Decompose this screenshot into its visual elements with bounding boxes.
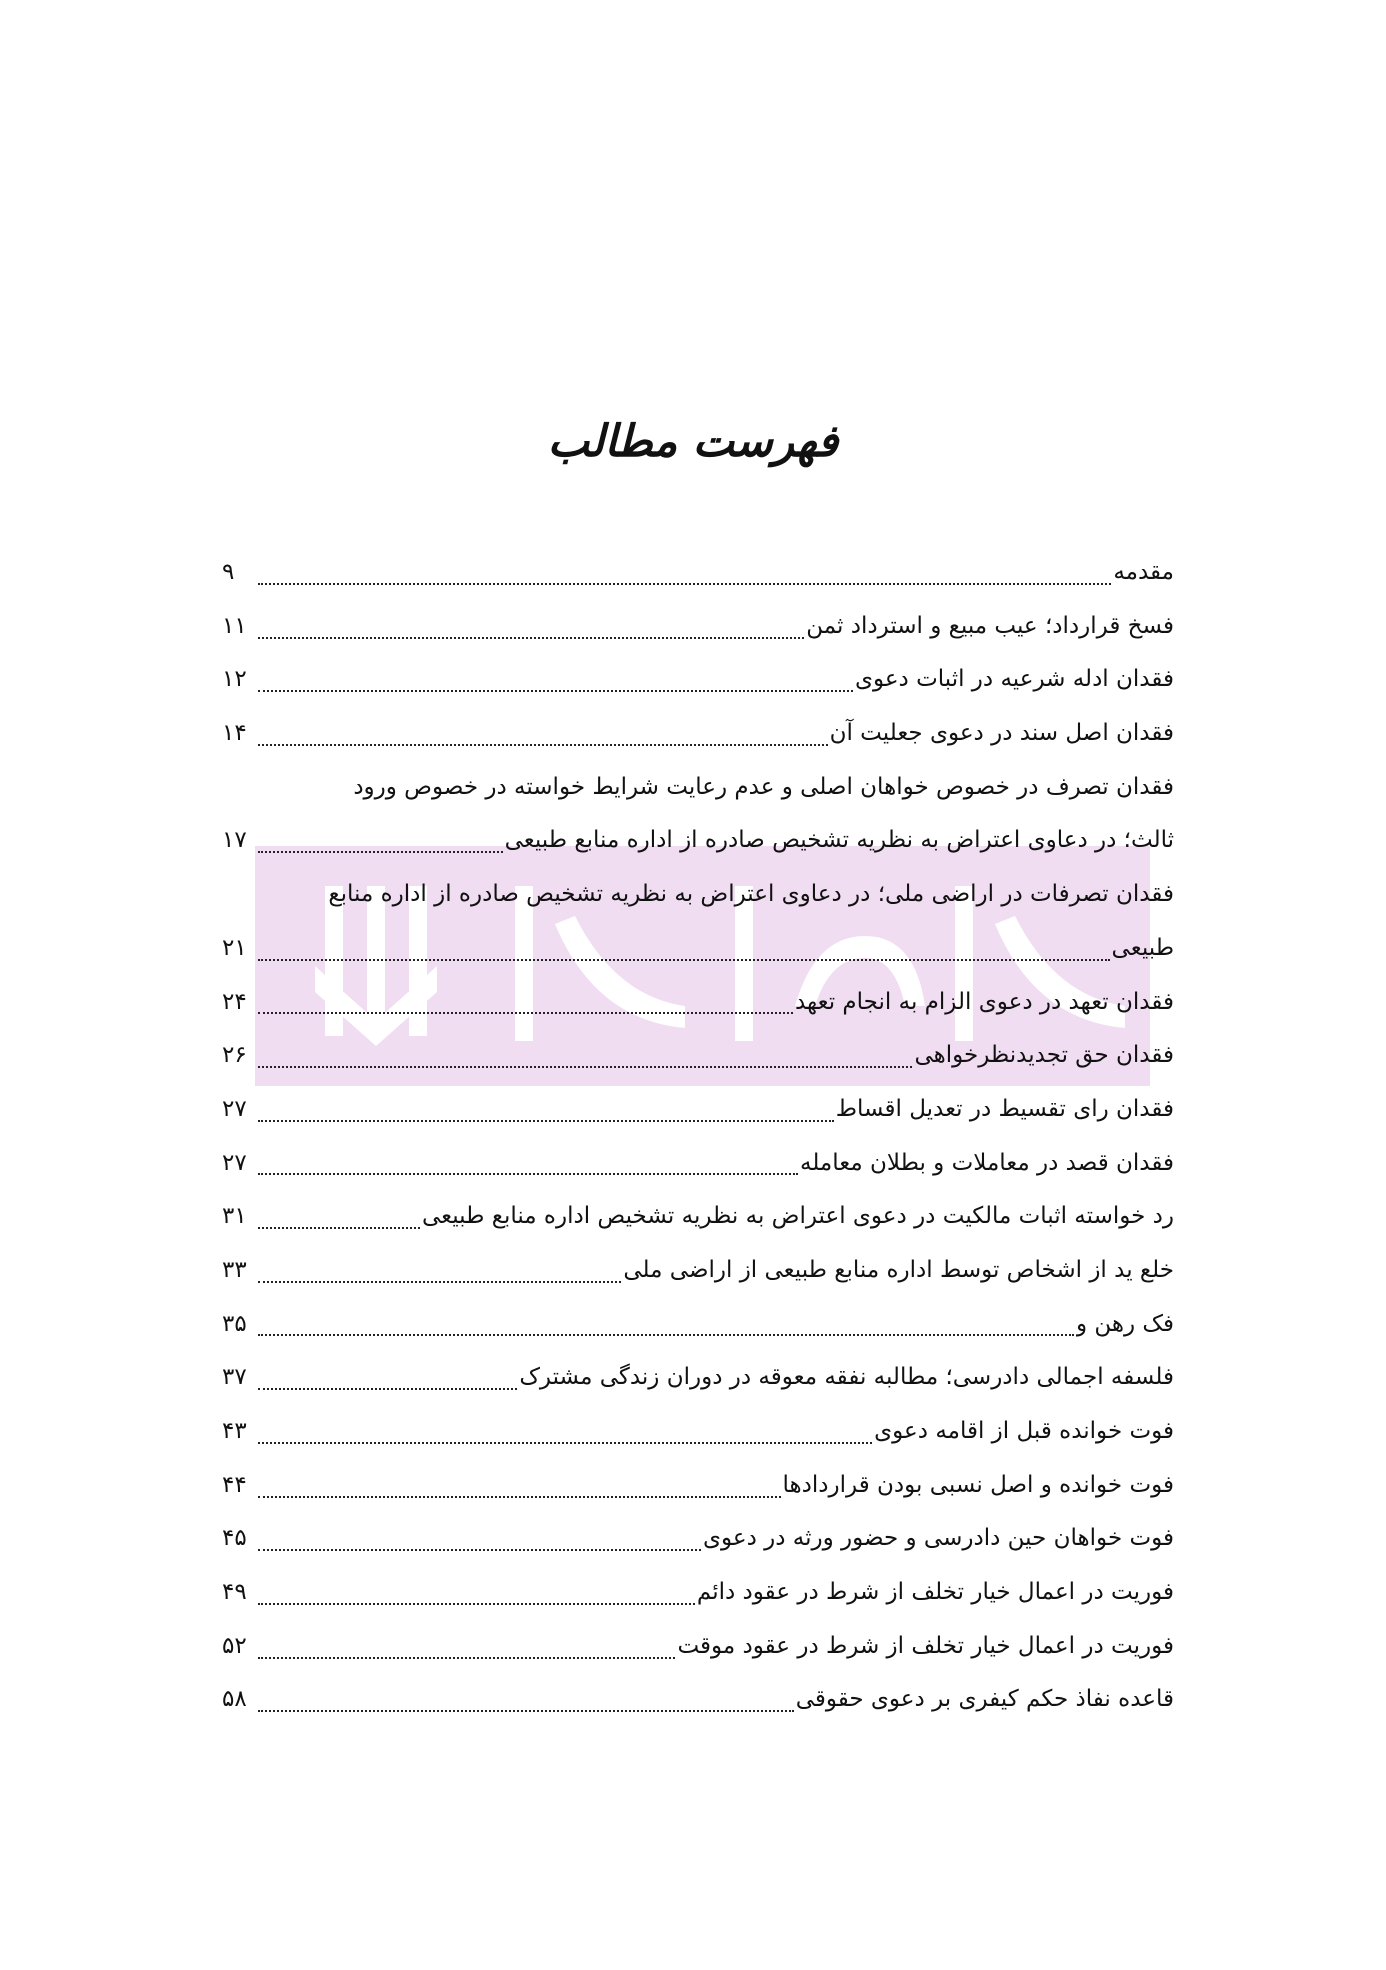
- toc-entry-title: فقدان قصد در معاملات و بطلان معامله: [799, 1149, 1174, 1176]
- dot-leader: [258, 959, 1110, 961]
- toc-entry-title: فوت خوانده قبل از اقامه دعوی: [874, 1418, 1174, 1444]
- toc-entry[interactable]: [222, 1083, 1174, 1137]
- toc-entry[interactable]: [222, 1244, 1174, 1298]
- toc-entry[interactable]: [222, 1405, 1174, 1459]
- toc-entry-page-number: ۲۷: [222, 1149, 247, 1176]
- toc-entry-page-number: ۴۹: [222, 1579, 247, 1606]
- toc-entry-page-number: ۳۱: [222, 1203, 247, 1230]
- toc-entry-title: فلسفه اجمالی دادرسی؛ مطالبه نفقه معوقه در دوران زندگی مشترک: [519, 1364, 1174, 1391]
- toc-entry[interactable]: [222, 1512, 1174, 1566]
- dot-leader: [258, 851, 503, 853]
- toc-entry-title: خلع ید از اشخاص توسط اداره منابع طبیعی از اراضی ملی: [623, 1256, 1174, 1283]
- toc-entry-page-number: ۵۲: [222, 1632, 247, 1659]
- toc-entry-title: فک رهن و: [1075, 1310, 1174, 1337]
- toc-entry[interactable]: [222, 1673, 1174, 1727]
- dot-leader: [258, 1442, 872, 1444]
- toc-entry[interactable]: [222, 1566, 1174, 1620]
- toc-entry[interactable]: [222, 868, 1174, 922]
- toc-entry-page-number: ۵۸: [222, 1686, 247, 1713]
- toc-entry[interactable]: [222, 761, 1174, 815]
- toc-entry-page-number: ۴۴: [222, 1471, 247, 1498]
- toc-entry-page-number: ۹: [222, 559, 235, 585]
- toc-entry-page-number: ۲۶: [222, 1042, 247, 1069]
- toc-entry-page-number: ۱۷: [222, 827, 247, 854]
- toc-entry-page-number: ۲۷: [222, 1095, 247, 1122]
- toc-entry-page-number: ۲۱: [222, 934, 247, 961]
- toc-entry-page-number: ۱۱: [222, 612, 247, 639]
- toc-entry[interactable]: [222, 1298, 1174, 1352]
- toc-entry-title: فقدان ادله شرعیه در اثبات دعوی: [854, 666, 1174, 693]
- toc-entry-page-number: ۳۵: [222, 1310, 247, 1337]
- toc-entry-title: فقدان تصرفات در اراضی ملی؛ در دعاوی اعتراض به نظریه تشخیص صادره از اداره منابع: [328, 881, 1174, 908]
- dot-leader: [258, 1281, 621, 1283]
- dot-leader: [258, 1066, 912, 1068]
- toc-entry[interactable]: [222, 546, 1174, 600]
- toc-entry-title: فوت خوانده و اصل نسبی بودن قراردادها: [782, 1471, 1174, 1498]
- toc-entry-title: فقدان تصرف در خصوص خواهان اصلی و عدم رعایت شرایط خواسته در خصوص ورود: [353, 773, 1174, 800]
- toc-entry-title: فوریت در اعمال خیار تخلف از شرط در عقود دائم: [696, 1579, 1174, 1606]
- dot-leader: [258, 1710, 794, 1712]
- toc-entry-page-number: ۱۴: [222, 720, 247, 747]
- toc-entry-title: فقدان اصل سند در دعوی جعلیت آن: [829, 720, 1174, 747]
- table-of-contents: [222, 546, 1174, 1727]
- toc-entry-title: فسخ قرارداد؛ عیب مبیع و استرداد ثمن: [806, 612, 1174, 639]
- toc-entry-title: فقدان رای تقسیط در تعدیل اقساط: [835, 1095, 1174, 1122]
- toc-entry[interactable]: [222, 1029, 1174, 1083]
- toc-entry-page-number: ۳۳: [222, 1256, 247, 1283]
- toc-entry-title: مقدمه: [1113, 559, 1174, 585]
- toc-entry[interactable]: [222, 1459, 1174, 1513]
- toc-entry-title: فوت خواهان حین دادرسی و حضور ورثه در دعوی: [702, 1525, 1174, 1552]
- toc-entry[interactable]: [222, 976, 1174, 1030]
- toc-entry-title: رد خواسته اثبات مالکیت در دعوی اعتراض به نظریه تشخیص اداره منابع طبیعی: [421, 1203, 1174, 1230]
- dot-leader: [258, 1173, 798, 1175]
- dot-leader: [258, 1549, 701, 1551]
- toc-entry-title: فقدان حق تجدیدنظرخواهی: [914, 1042, 1174, 1069]
- page-title: فهرست مطالب: [547, 416, 839, 467]
- toc-entry[interactable]: [222, 600, 1174, 654]
- dot-leader: [258, 690, 853, 692]
- toc-entry-title: طبیعی: [1111, 934, 1174, 961]
- toc-entry-page-number: ۲۴: [222, 988, 247, 1015]
- dot-leader: [258, 1496, 781, 1498]
- toc-entry[interactable]: [222, 1137, 1174, 1191]
- toc-entry-page-number: ۱۲: [222, 666, 247, 693]
- toc-entry-title: فقدان تعهد در دعوی الزام به انجام تعهد: [794, 988, 1174, 1015]
- dot-leader: [258, 1334, 1074, 1336]
- toc-entry[interactable]: [222, 1351, 1174, 1405]
- toc-entry-page-number: ۴۳: [222, 1418, 247, 1444]
- dot-leader: [258, 1603, 695, 1605]
- toc-entry[interactable]: [222, 922, 1174, 976]
- toc-entry-title: ثالث؛ در دعاوی اعتراض به نظریه تشخیص صادره از اداره منابع طبیعی: [504, 827, 1174, 854]
- dot-leader: [258, 1227, 420, 1229]
- dot-leader: [258, 637, 804, 639]
- dot-leader: [258, 583, 1111, 585]
- toc-entry[interactable]: [222, 1190, 1174, 1244]
- toc-entry[interactable]: [222, 653, 1174, 707]
- toc-entry[interactable]: [222, 707, 1174, 761]
- toc-entry[interactable]: [222, 1620, 1174, 1674]
- toc-entry[interactable]: [222, 814, 1174, 868]
- toc-entry-title: قاعده نفاذ حکم کیفری بر دعوی حقوقی: [795, 1686, 1174, 1713]
- dot-leader: [258, 744, 828, 746]
- dot-leader: [258, 1012, 793, 1014]
- toc-entry-title: فوریت در اعمال خیار تخلف از شرط در عقود موقت: [677, 1632, 1174, 1659]
- toc-entry-page-number: ۴۵: [222, 1525, 247, 1552]
- toc-entry-page-number: ۳۷: [222, 1364, 247, 1391]
- dot-leader: [258, 1388, 517, 1390]
- dot-leader: [258, 1120, 834, 1122]
- dot-leader: [258, 1657, 675, 1659]
